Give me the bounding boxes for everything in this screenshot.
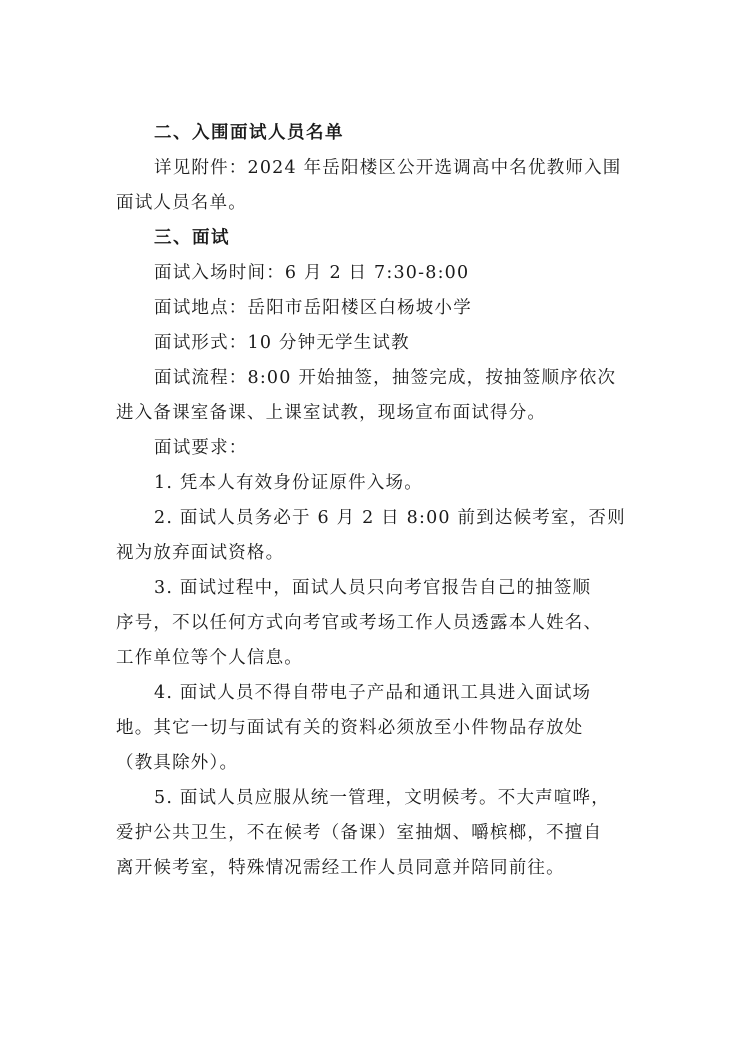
requirement-4-line-1: 4. 面试人员不得自带电子产品和通讯工具进入面试场 [154,683,592,703]
interview-requirements-label: 面试要求： [154,438,248,458]
requirement-2-line-1: 2. 面试人员务必于 6 月 2 日 8:00 前到达候考室，否则 [154,508,626,528]
requirement-5-line-1: 5. 面试人员应服从统一管理，文明候考。不大声喧哗， [154,788,610,808]
requirement-1-line-1: 1. 凭本人有效身份证原件入场。 [154,473,423,493]
requirement-3-line-2: 序号，不以任何方式向考官或考场工作人员透露本人姓名、 [116,613,603,633]
requirement-4-line-3: （教具除外）。 [116,753,239,773]
shortlist-detail-line-2: 面试人员名单。 [116,193,247,213]
document-body [116,116,638,886]
interview-format: 面试形式：10 分钟无学生试教 [154,333,410,353]
requirement-3-line-3: 工作单位等个人信息。 [116,648,303,668]
requirement-4-line-2: 地。其它一切与面试有关的资料必须放至小件物品存放处 [116,718,584,738]
requirement-5-line-3: 离开候考室，特殊情况需经工作人员同意并陪同前往。 [116,858,565,878]
interview-process-line-1: 面试流程：8:00 开始抽签，抽签完成，按抽签顺序依次 [154,368,617,388]
requirement-5-line-2: 爱护公共卫生，不在候考（备课）室抽烟、嚼槟榔，不擅自 [116,823,603,843]
interview-entry-time: 面试入场时间：6 月 2 日 7:30-8:00 [154,263,470,283]
interview-process-line-2: 进入备课室备课、上课室试教，现场宣布面试得分。 [116,403,547,423]
requirement-3-line-1: 3. 面试过程中，面试人员只向考官报告自己的抽签顺 [154,578,592,598]
requirement-2-line-2: 视为放弃面试资格。 [116,543,285,563]
section-heading-shortlist: 二、入围面试人员名单 [154,123,344,143]
interview-location: 面试地点：岳阳市岳阳楼区白杨坡小学 [154,298,472,318]
section-heading-interview: 三、面试 [154,228,230,248]
shortlist-detail-line-1: 详见附件：2024 年岳阳楼区公开选调高中名优教师入围 [154,158,622,178]
